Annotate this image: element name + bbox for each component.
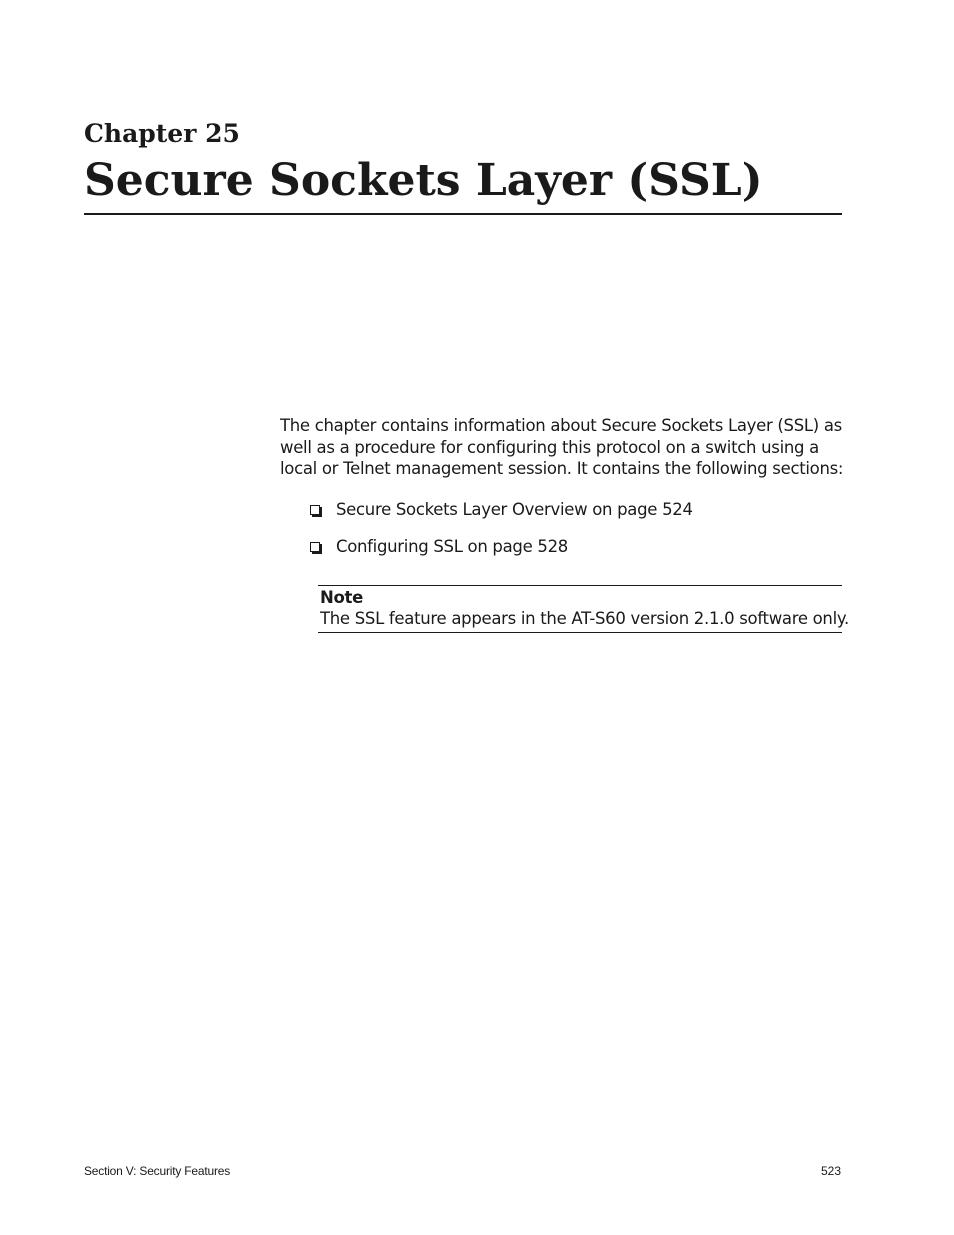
checkbox-bullet-icon (310, 542, 320, 552)
section-link-configuring[interactable]: Configuring SSL on page 528 (336, 537, 568, 556)
note-text: The SSL feature appears in the AT-S60 version 2.1.0 software only. (320, 609, 849, 628)
section-link-overview[interactable]: Secure Sockets Layer Overview on page 524 (336, 500, 693, 519)
footer-section-title: Section V: Security Features (84, 1164, 231, 1178)
footer-page-number: 523 (820, 1164, 841, 1178)
note-heading: Note (320, 588, 364, 607)
intro-paragraph: The chapter contains information about Secure Sockets Layer (SSL) as well as a procedure for configuring this protocol on a switch using a local or Telnet management session. It contains the following sections: (280, 416, 844, 478)
section-list (308, 499, 693, 573)
chapter-label: Chapter 25 (84, 119, 240, 148)
checkbox-bullet-icon (310, 505, 320, 515)
note-box (318, 585, 849, 633)
list-item (308, 536, 693, 558)
title-rule (84, 213, 842, 215)
chapter-title: Secure Sockets Layer (SSL) (84, 155, 763, 206)
list-item (308, 499, 693, 521)
